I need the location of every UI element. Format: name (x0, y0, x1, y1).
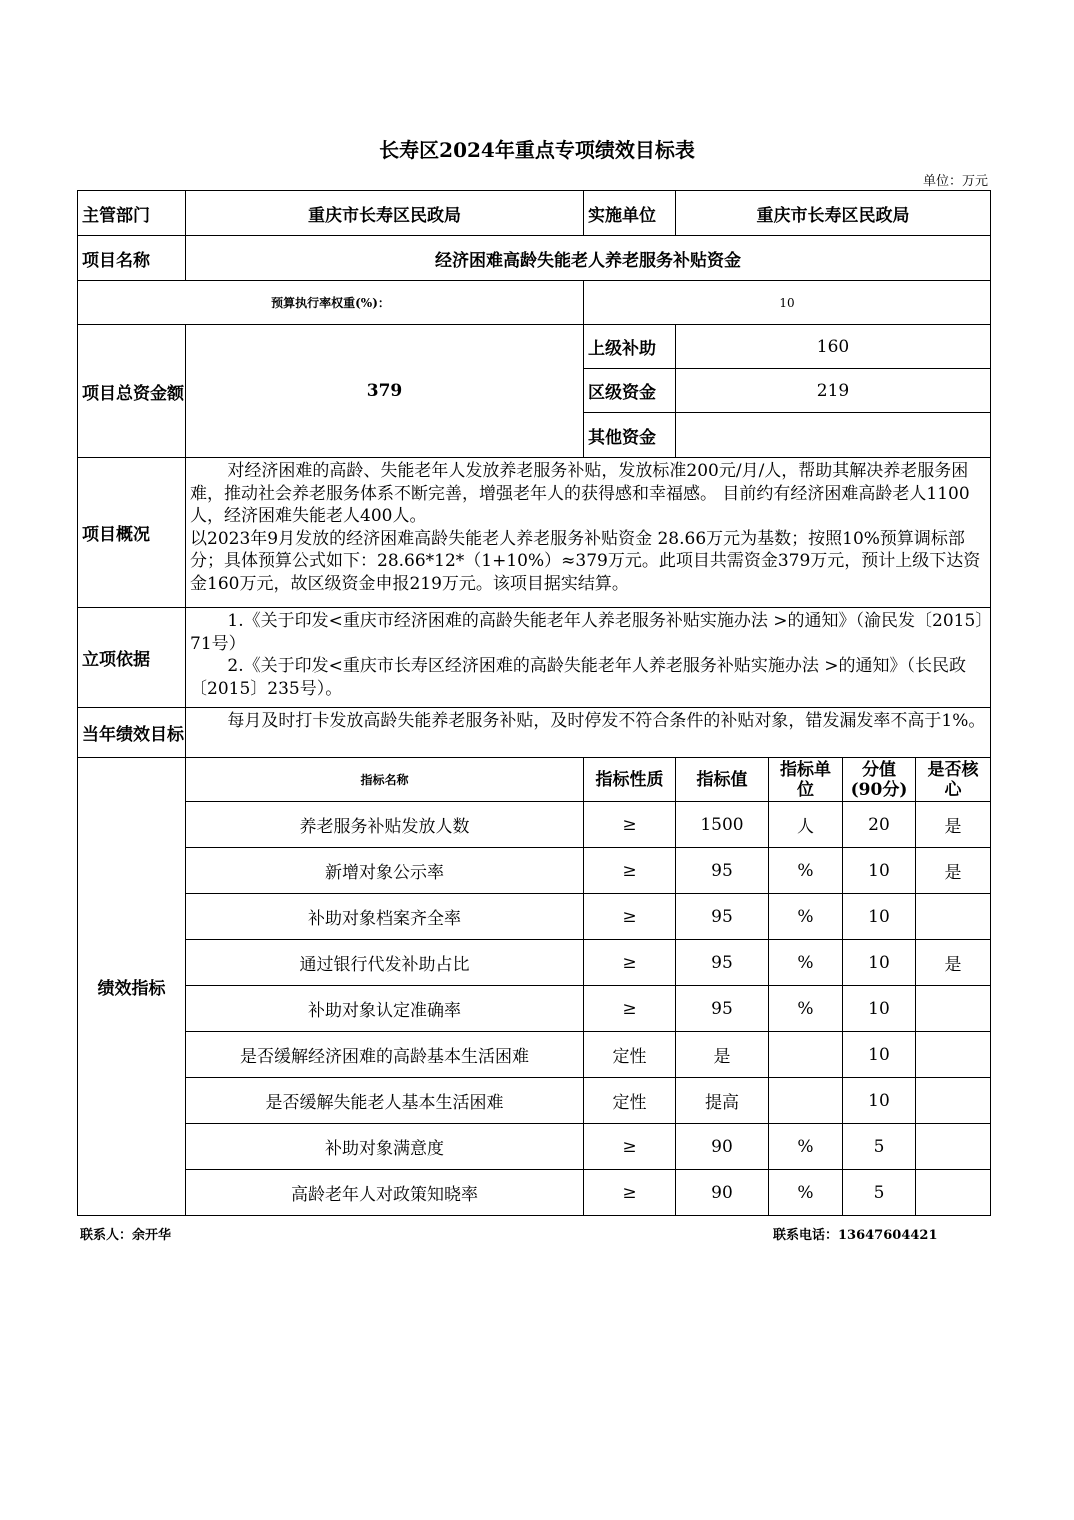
indicator-core (916, 894, 991, 940)
indicator-unit (769, 1032, 843, 1078)
dept-label: 主管部门 (78, 191, 186, 236)
indicator-name: 通过银行代发补助占比 (186, 940, 584, 986)
overview-paragraph-2: 以2023年9月发放的经济困难高龄失能老人养老服务补贴资金 28.66万元为基数；按照10%预算调标部分；具体预算公式如下：28.66*12*（1+10%）≈379万元。此项目共需资金379万元，预计上级下达资金160万元，故区级资金申报219万元。该项目据实结算。 (190, 528, 981, 594)
table-row (78, 848, 991, 894)
indicator-core: 是 (916, 802, 991, 848)
indicator-core (916, 1032, 991, 1078)
header-score: 分值(90分) (843, 758, 916, 802)
page-title: 长寿区2024年重点专项绩效目标表 (379, 138, 695, 162)
indicator-value: 提高 (676, 1078, 769, 1124)
table-row (78, 986, 991, 1032)
table-row (78, 1124, 991, 1170)
indicator-score: 20 (843, 802, 916, 848)
indicator-name: 新增对象公示率 (186, 848, 584, 894)
basis-label: 立项依据 (78, 608, 186, 708)
indicator-name: 补助对象认定准确率 (186, 986, 584, 1032)
indicator-header-row (78, 758, 991, 802)
indicator-unit: % (769, 848, 843, 894)
header-value: 指标值 (676, 758, 769, 802)
goal-text (186, 708, 991, 758)
table-row (78, 802, 991, 848)
upper-label: 上级补助 (584, 325, 676, 369)
unit-label: 单位：万元 (922, 174, 988, 189)
indicator-core (916, 1078, 991, 1124)
indicator-name: 是否缓解经济困难的高龄基本生活困难 (186, 1032, 584, 1078)
header-nature: 指标性质 (584, 758, 676, 802)
indicator-unit: % (769, 1124, 843, 1170)
upper-funds-row (78, 325, 991, 369)
basis-row (78, 608, 991, 708)
indicator-score: 10 (843, 1078, 916, 1124)
other-label: 其他资金 (584, 413, 676, 458)
indicator-unit: % (769, 986, 843, 1032)
other-value (676, 413, 991, 458)
budget-rate-row (78, 281, 991, 325)
district-label: 区级资金 (584, 369, 676, 413)
indicator-score: 5 (843, 1124, 916, 1170)
indicator-name: 补助对象满意度 (186, 1124, 584, 1170)
district-value: 219 (676, 369, 991, 413)
project-label: 项目名称 (78, 236, 186, 281)
goal-label: 当年绩效目标 (78, 708, 186, 758)
indicator-name: 补助对象档案齐全率 (186, 894, 584, 940)
indicator-unit: % (769, 894, 843, 940)
indicator-value: 95 (676, 848, 769, 894)
dept-value: 重庆市长寿区民政局 (186, 191, 584, 236)
indicator-value: 95 (676, 894, 769, 940)
indicator-nature: ≥ (584, 986, 676, 1032)
indicator-name: 是否缓解失能老人基本生活困难 (186, 1078, 584, 1124)
dept-row (78, 191, 991, 236)
indicator-nature: ≥ (584, 940, 676, 986)
table-row (78, 894, 991, 940)
indicator-score: 5 (843, 1170, 916, 1216)
perf-label: 绩效指标 (78, 758, 186, 1216)
indicator-nature: 定性 (584, 1078, 676, 1124)
indicator-nature: ≥ (584, 802, 676, 848)
table-row (78, 1170, 991, 1216)
indicator-name: 养老服务补贴发放人数 (186, 802, 584, 848)
overview-paragraph-1: 对经济困难的高龄、失能老年人发放养老服务补贴，发放标准200元/月/人，帮助其解决养老服务困难，推动社会养老服务体系不断完善，增强老年人的获得感和幸福感。 目前约有经济困难高龄老人1100人，经济困难失能老人400人。 (190, 461, 970, 526)
indicator-value: 1500 (676, 802, 769, 848)
indicator-core: 是 (916, 940, 991, 986)
indicator-value: 95 (676, 986, 769, 1032)
basis-paragraph-1: 1.《关于印发<重庆市经济困难的高龄失能老年人养老服务补贴实施办法 >的通知》（渝民发〔2015〕71号） (190, 611, 984, 654)
overview-label: 项目概况 (78, 458, 186, 608)
indicator-unit (769, 1078, 843, 1124)
indicator-core (916, 1170, 991, 1216)
indicator-score: 10 (843, 1032, 916, 1078)
impl-value: 重庆市长寿区民政局 (676, 191, 991, 236)
basis-paragraph-2: 2.《关于印发<重庆市长寿区经济困难的高龄失能老年人养老服务补贴实施办法 >的通知》（长民政〔2015〕235号）。 (190, 656, 967, 699)
indicator-score: 10 (843, 940, 916, 986)
goal-paragraph: 每月及时打卡发放高龄失能养老服务补贴，及时停发不符合条件的补贴对象，错发漏发率不高于1%。 (227, 711, 986, 731)
goal-row (78, 708, 991, 758)
table-row (78, 1032, 991, 1078)
indicator-unit: 人 (769, 802, 843, 848)
table-row (78, 940, 991, 986)
indicator-unit: % (769, 940, 843, 986)
indicator-core (916, 1124, 991, 1170)
header-unit: 指标单位 (769, 758, 843, 802)
indicator-value: 是 (676, 1032, 769, 1078)
indicator-score: 10 (843, 894, 916, 940)
indicator-core (916, 986, 991, 1032)
total-value: 379 (186, 325, 584, 458)
project-value: 经济困难高龄失能老人养老服务补贴资金 (186, 236, 991, 281)
contact-person: 联系人：余开华 (80, 1228, 172, 1243)
indicator-name: 高龄老年人对政策知晓率 (186, 1170, 584, 1216)
budget-rate-label: 预算执行率权重(%)： (78, 281, 584, 325)
overview-text (186, 458, 991, 608)
indicator-nature: ≥ (584, 1170, 676, 1216)
impl-label: 实施单位 (584, 191, 676, 236)
indicator-value: 90 (676, 1124, 769, 1170)
indicator-core: 是 (916, 848, 991, 894)
project-row (78, 236, 991, 281)
indicator-value: 90 (676, 1170, 769, 1216)
total-label: 项目总资金额 (78, 325, 186, 458)
basis-text (186, 608, 991, 708)
indicator-nature: ≥ (584, 848, 676, 894)
upper-value: 160 (676, 325, 991, 369)
indicator-value: 95 (676, 940, 769, 986)
indicator-nature: 定性 (584, 1032, 676, 1078)
budget-rate-value: 10 (584, 281, 991, 325)
indicator-nature: ≥ (584, 894, 676, 940)
header-name: 指标名称 (186, 758, 584, 802)
table-row (78, 1078, 991, 1124)
contact-phone: 联系电话：13647604421 (773, 1228, 938, 1243)
indicator-score: 10 (843, 986, 916, 1032)
performance-table (77, 190, 991, 1216)
indicator-score: 10 (843, 848, 916, 894)
indicator-nature: ≥ (584, 1124, 676, 1170)
header-core: 是否核心 (916, 758, 991, 802)
indicator-unit: % (769, 1170, 843, 1216)
overview-row (78, 458, 991, 608)
